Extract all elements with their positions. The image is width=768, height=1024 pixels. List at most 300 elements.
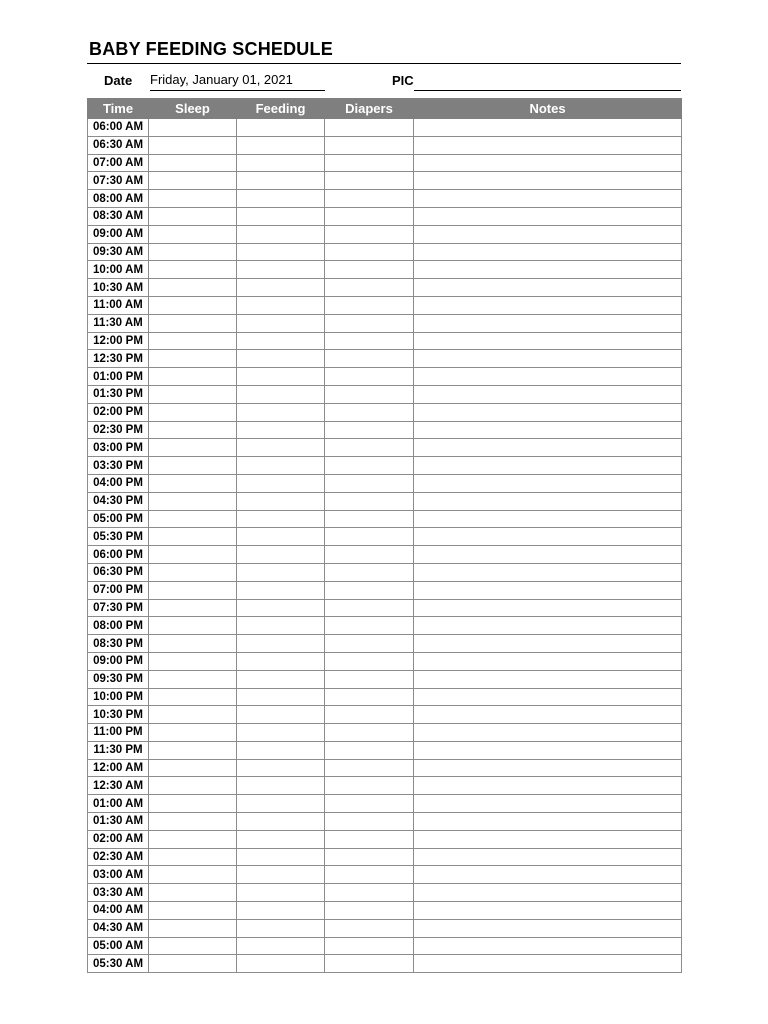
time-cell: 07:30 PM bbox=[88, 599, 149, 617]
table-row bbox=[88, 563, 682, 581]
pic-field[interactable] bbox=[414, 72, 681, 91]
feeding-cell[interactable] bbox=[237, 492, 325, 510]
time-cell: 03:00 AM bbox=[88, 866, 149, 884]
notes-cell[interactable] bbox=[414, 759, 682, 777]
sleep-cell[interactable] bbox=[149, 119, 237, 137]
time-cell: 09:00 PM bbox=[88, 652, 149, 670]
notes-cell[interactable] bbox=[414, 937, 682, 955]
table-row bbox=[88, 688, 682, 706]
table-row bbox=[88, 492, 682, 510]
feeding-cell[interactable] bbox=[237, 652, 325, 670]
table-row bbox=[88, 439, 682, 457]
feeding-cell[interactable] bbox=[237, 243, 325, 261]
sleep-cell[interactable] bbox=[149, 617, 237, 635]
time-cell: 08:30 AM bbox=[88, 207, 149, 225]
table-row bbox=[88, 119, 682, 137]
sleep-cell[interactable] bbox=[149, 492, 237, 510]
sleep-cell[interactable] bbox=[149, 563, 237, 581]
table-row bbox=[88, 617, 682, 635]
time-cell: 03:00 PM bbox=[88, 439, 149, 457]
time-cell: 01:00 AM bbox=[88, 795, 149, 813]
feeding-cell[interactable] bbox=[237, 474, 325, 492]
sleep-cell[interactable] bbox=[149, 902, 237, 920]
notes-cell[interactable] bbox=[414, 902, 682, 920]
time-cell: 02:00 PM bbox=[88, 403, 149, 421]
diapers-cell[interactable] bbox=[325, 207, 414, 225]
sleep-cell[interactable] bbox=[149, 510, 237, 528]
table-row bbox=[88, 510, 682, 528]
diapers-cell[interactable] bbox=[325, 902, 414, 920]
table-row bbox=[88, 919, 682, 937]
table-row bbox=[88, 706, 682, 724]
notes-cell[interactable] bbox=[414, 136, 682, 154]
feeding-cell[interactable] bbox=[237, 421, 325, 439]
feeding-cell[interactable] bbox=[237, 937, 325, 955]
feeding-cell[interactable] bbox=[237, 724, 325, 742]
feeding-cell[interactable] bbox=[237, 172, 325, 190]
notes-cell[interactable] bbox=[414, 279, 682, 297]
diapers-cell[interactable] bbox=[325, 439, 414, 457]
time-cell: 02:30 PM bbox=[88, 421, 149, 439]
notes-cell[interactable] bbox=[414, 314, 682, 332]
table-row bbox=[88, 581, 682, 599]
feeding-cell[interactable] bbox=[237, 207, 325, 225]
diapers-cell[interactable] bbox=[325, 510, 414, 528]
schedule-body bbox=[88, 119, 682, 973]
feeding-cell[interactable] bbox=[237, 190, 325, 208]
time-cell: 10:30 PM bbox=[88, 706, 149, 724]
schedule-table bbox=[87, 98, 682, 973]
diapers-cell[interactable] bbox=[325, 741, 414, 759]
sleep-cell[interactable] bbox=[149, 385, 237, 403]
notes-cell[interactable] bbox=[414, 119, 682, 137]
sleep-cell[interactable] bbox=[149, 190, 237, 208]
time-cell: 02:00 AM bbox=[88, 830, 149, 848]
notes-cell[interactable] bbox=[414, 350, 682, 368]
notes-cell[interactable] bbox=[414, 563, 682, 581]
time-cell: 11:30 PM bbox=[88, 741, 149, 759]
diapers-cell[interactable] bbox=[325, 563, 414, 581]
diapers-cell[interactable] bbox=[325, 617, 414, 635]
table-row bbox=[88, 830, 682, 848]
table-row bbox=[88, 457, 682, 475]
time-cell: 04:00 AM bbox=[88, 902, 149, 920]
diapers-cell[interactable] bbox=[325, 350, 414, 368]
sleep-cell[interactable] bbox=[149, 919, 237, 937]
time-cell: 08:00 AM bbox=[88, 190, 149, 208]
notes-cell[interactable] bbox=[414, 955, 682, 973]
table-row bbox=[88, 172, 682, 190]
time-cell: 06:00 AM bbox=[88, 119, 149, 137]
time-cell: 07:30 AM bbox=[88, 172, 149, 190]
sleep-cell[interactable] bbox=[149, 937, 237, 955]
table-row bbox=[88, 652, 682, 670]
table-row bbox=[88, 385, 682, 403]
sleep-cell[interactable] bbox=[149, 421, 237, 439]
feeding-cell[interactable] bbox=[237, 385, 325, 403]
feeding-cell[interactable] bbox=[237, 795, 325, 813]
diapers-cell[interactable] bbox=[325, 706, 414, 724]
feeding-cell[interactable] bbox=[237, 830, 325, 848]
title-divider bbox=[87, 63, 681, 64]
feeding-cell[interactable] bbox=[237, 581, 325, 599]
notes-cell[interactable] bbox=[414, 403, 682, 421]
sleep-cell[interactable] bbox=[149, 830, 237, 848]
notes-cell[interactable] bbox=[414, 154, 682, 172]
sleep-cell[interactable] bbox=[149, 795, 237, 813]
diapers-cell[interactable] bbox=[325, 724, 414, 742]
notes-cell[interactable] bbox=[414, 457, 682, 475]
sleep-cell[interactable] bbox=[149, 581, 237, 599]
notes-cell[interactable] bbox=[414, 385, 682, 403]
feeding-cell[interactable] bbox=[237, 813, 325, 831]
notes-cell[interactable] bbox=[414, 296, 682, 314]
feeding-cell[interactable] bbox=[237, 563, 325, 581]
diapers-cell[interactable] bbox=[325, 296, 414, 314]
table-row bbox=[88, 777, 682, 795]
notes-cell[interactable] bbox=[414, 581, 682, 599]
notes-cell[interactable] bbox=[414, 830, 682, 848]
notes-cell[interactable] bbox=[414, 546, 682, 564]
time-cell: 06:30 AM bbox=[88, 136, 149, 154]
diapers-cell[interactable] bbox=[325, 225, 414, 243]
notes-cell[interactable] bbox=[414, 724, 682, 742]
feeding-cell[interactable] bbox=[237, 439, 325, 457]
page-title: BABY FEEDING SCHEDULE bbox=[89, 39, 333, 59]
notes-cell[interactable] bbox=[414, 172, 682, 190]
notes-cell[interactable] bbox=[414, 261, 682, 279]
notes-cell[interactable] bbox=[414, 421, 682, 439]
table-row bbox=[88, 261, 682, 279]
diapers-cell[interactable] bbox=[325, 688, 414, 706]
table-row bbox=[88, 795, 682, 813]
time-cell: 07:00 AM bbox=[88, 154, 149, 172]
table-row bbox=[88, 296, 682, 314]
time-cell: 11:00 PM bbox=[88, 724, 149, 742]
diapers-cell[interactable] bbox=[325, 581, 414, 599]
diapers-cell[interactable] bbox=[325, 385, 414, 403]
feeding-cell[interactable] bbox=[237, 759, 325, 777]
sleep-cell[interactable] bbox=[149, 457, 237, 475]
diapers-cell[interactable] bbox=[325, 172, 414, 190]
sleep-cell[interactable] bbox=[149, 403, 237, 421]
feeding-cell[interactable] bbox=[237, 777, 325, 795]
feeding-cell[interactable] bbox=[237, 955, 325, 973]
pic-label: PIC bbox=[392, 73, 414, 88]
table-row bbox=[88, 635, 682, 653]
time-cell: 04:30 AM bbox=[88, 919, 149, 937]
sleep-cell[interactable] bbox=[149, 136, 237, 154]
time-cell: 03:30 PM bbox=[88, 457, 149, 475]
table-row bbox=[88, 368, 682, 386]
table-row bbox=[88, 937, 682, 955]
notes-cell[interactable] bbox=[414, 813, 682, 831]
sleep-cell[interactable] bbox=[149, 652, 237, 670]
diapers-cell[interactable] bbox=[325, 279, 414, 297]
sleep-cell[interactable] bbox=[149, 439, 237, 457]
table-row bbox=[88, 528, 682, 546]
time-cell: 12:30 PM bbox=[88, 350, 149, 368]
time-cell: 01:30 PM bbox=[88, 385, 149, 403]
time-cell: 12:00 AM bbox=[88, 759, 149, 777]
feeding-cell[interactable] bbox=[237, 332, 325, 350]
table-row bbox=[88, 243, 682, 261]
table-row bbox=[88, 190, 682, 208]
table-row bbox=[88, 724, 682, 742]
time-cell: 05:30 AM bbox=[88, 955, 149, 973]
diapers-cell[interactable] bbox=[325, 243, 414, 261]
notes-cell[interactable] bbox=[414, 688, 682, 706]
time-cell: 07:00 PM bbox=[88, 581, 149, 599]
sleep-cell[interactable] bbox=[149, 314, 237, 332]
time-cell: 02:30 AM bbox=[88, 848, 149, 866]
sleep-cell[interactable] bbox=[149, 279, 237, 297]
time-cell: 10:00 AM bbox=[88, 261, 149, 279]
sleep-cell[interactable] bbox=[149, 706, 237, 724]
feeding-cell[interactable] bbox=[237, 866, 325, 884]
sleep-cell[interactable] bbox=[149, 474, 237, 492]
time-cell: 05:30 PM bbox=[88, 528, 149, 546]
time-cell: 11:30 AM bbox=[88, 314, 149, 332]
sleep-cell[interactable] bbox=[149, 635, 237, 653]
notes-cell[interactable] bbox=[414, 599, 682, 617]
diapers-cell[interactable] bbox=[325, 830, 414, 848]
time-cell: 04:30 PM bbox=[88, 492, 149, 510]
column-header-feeding: Feeding bbox=[237, 99, 325, 119]
diapers-cell[interactable] bbox=[325, 314, 414, 332]
diapers-cell[interactable] bbox=[325, 136, 414, 154]
feeding-cell[interactable] bbox=[237, 635, 325, 653]
feeding-cell[interactable] bbox=[237, 741, 325, 759]
notes-cell[interactable] bbox=[414, 848, 682, 866]
time-cell: 06:00 PM bbox=[88, 546, 149, 564]
diapers-cell[interactable] bbox=[325, 492, 414, 510]
column-header-notes: Notes bbox=[414, 99, 682, 119]
feeding-cell[interactable] bbox=[237, 599, 325, 617]
feeding-cell[interactable] bbox=[237, 296, 325, 314]
feeding-cell[interactable] bbox=[237, 848, 325, 866]
time-cell: 01:30 AM bbox=[88, 813, 149, 831]
time-cell: 09:30 PM bbox=[88, 670, 149, 688]
sleep-cell[interactable] bbox=[149, 154, 237, 172]
sleep-cell[interactable] bbox=[149, 172, 237, 190]
feeding-cell[interactable] bbox=[237, 457, 325, 475]
table-row bbox=[88, 332, 682, 350]
diapers-cell[interactable] bbox=[325, 403, 414, 421]
diapers-cell[interactable] bbox=[325, 421, 414, 439]
notes-cell[interactable] bbox=[414, 706, 682, 724]
feeding-cell[interactable] bbox=[237, 119, 325, 137]
time-cell: 10:00 PM bbox=[88, 688, 149, 706]
feeding-cell[interactable] bbox=[237, 902, 325, 920]
feeding-cell[interactable] bbox=[237, 670, 325, 688]
diapers-cell[interactable] bbox=[325, 119, 414, 137]
time-cell: 12:00 PM bbox=[88, 332, 149, 350]
feeding-cell[interactable] bbox=[237, 225, 325, 243]
table-row bbox=[88, 741, 682, 759]
feeding-cell[interactable] bbox=[237, 510, 325, 528]
sleep-cell[interactable] bbox=[149, 207, 237, 225]
time-cell: 08:00 PM bbox=[88, 617, 149, 635]
table-row bbox=[88, 403, 682, 421]
notes-cell[interactable] bbox=[414, 510, 682, 528]
table-row bbox=[88, 421, 682, 439]
sleep-cell[interactable] bbox=[149, 599, 237, 617]
time-cell: 08:30 PM bbox=[88, 635, 149, 653]
table-row bbox=[88, 207, 682, 225]
diapers-cell[interactable] bbox=[325, 795, 414, 813]
time-cell: 01:00 PM bbox=[88, 368, 149, 386]
notes-cell[interactable] bbox=[414, 368, 682, 386]
diapers-cell[interactable] bbox=[325, 884, 414, 902]
table-row bbox=[88, 670, 682, 688]
sleep-cell[interactable] bbox=[149, 528, 237, 546]
notes-cell[interactable] bbox=[414, 617, 682, 635]
feeding-cell[interactable] bbox=[237, 314, 325, 332]
date-field[interactable]: Friday, January 01, 2021 bbox=[150, 72, 325, 91]
table-row bbox=[88, 314, 682, 332]
table-row bbox=[88, 474, 682, 492]
feeding-cell[interactable] bbox=[237, 154, 325, 172]
table-row bbox=[88, 848, 682, 866]
sleep-cell[interactable] bbox=[149, 759, 237, 777]
diapers-cell[interactable] bbox=[325, 635, 414, 653]
time-cell: 03:30 AM bbox=[88, 884, 149, 902]
sleep-cell[interactable] bbox=[149, 688, 237, 706]
diapers-cell[interactable] bbox=[325, 955, 414, 973]
notes-cell[interactable] bbox=[414, 670, 682, 688]
table-header-row bbox=[88, 99, 682, 119]
notes-cell[interactable] bbox=[414, 474, 682, 492]
table-row bbox=[88, 866, 682, 884]
sleep-cell[interactable] bbox=[149, 777, 237, 795]
time-cell: 11:00 AM bbox=[88, 296, 149, 314]
diapers-cell[interactable] bbox=[325, 813, 414, 831]
notes-cell[interactable] bbox=[414, 919, 682, 937]
column-header-sleep: Sleep bbox=[149, 99, 237, 119]
sleep-cell[interactable] bbox=[149, 955, 237, 973]
table-row bbox=[88, 279, 682, 297]
diapers-cell[interactable] bbox=[325, 474, 414, 492]
time-cell: 06:30 PM bbox=[88, 563, 149, 581]
sleep-cell[interactable] bbox=[149, 261, 237, 279]
notes-cell[interactable] bbox=[414, 439, 682, 457]
sleep-cell[interactable] bbox=[149, 724, 237, 742]
feeding-cell[interactable] bbox=[237, 403, 325, 421]
feeding-cell[interactable] bbox=[237, 706, 325, 724]
table-row bbox=[88, 759, 682, 777]
table-row bbox=[88, 350, 682, 368]
notes-cell[interactable] bbox=[414, 741, 682, 759]
time-cell: 10:30 AM bbox=[88, 279, 149, 297]
notes-cell[interactable] bbox=[414, 225, 682, 243]
sleep-cell[interactable] bbox=[149, 670, 237, 688]
notes-cell[interactable] bbox=[414, 207, 682, 225]
notes-cell[interactable] bbox=[414, 528, 682, 546]
notes-cell[interactable] bbox=[414, 635, 682, 653]
table-row bbox=[88, 546, 682, 564]
notes-cell[interactable] bbox=[414, 866, 682, 884]
column-header-time: Time bbox=[88, 99, 149, 119]
table-row bbox=[88, 136, 682, 154]
diapers-cell[interactable] bbox=[325, 777, 414, 795]
notes-cell[interactable] bbox=[414, 243, 682, 261]
sleep-cell[interactable] bbox=[149, 546, 237, 564]
diapers-cell[interactable] bbox=[325, 866, 414, 884]
diapers-cell[interactable] bbox=[325, 652, 414, 670]
feeding-cell[interactable] bbox=[237, 617, 325, 635]
notes-cell[interactable] bbox=[414, 492, 682, 510]
feeding-cell[interactable] bbox=[237, 919, 325, 937]
sleep-cell[interactable] bbox=[149, 296, 237, 314]
sleep-cell[interactable] bbox=[149, 813, 237, 831]
table-row bbox=[88, 955, 682, 973]
feeding-cell[interactable] bbox=[237, 688, 325, 706]
table-row bbox=[88, 902, 682, 920]
sleep-cell[interactable] bbox=[149, 243, 237, 261]
sleep-cell[interactable] bbox=[149, 884, 237, 902]
sleep-cell[interactable] bbox=[149, 350, 237, 368]
sleep-cell[interactable] bbox=[149, 332, 237, 350]
feeding-cell[interactable] bbox=[237, 368, 325, 386]
diapers-cell[interactable] bbox=[325, 937, 414, 955]
diapers-cell[interactable] bbox=[325, 599, 414, 617]
feeding-cell[interactable] bbox=[237, 884, 325, 902]
time-cell: 05:00 PM bbox=[88, 510, 149, 528]
feeding-cell[interactable] bbox=[237, 261, 325, 279]
diapers-cell[interactable] bbox=[325, 457, 414, 475]
time-cell: 09:00 AM bbox=[88, 225, 149, 243]
notes-cell[interactable] bbox=[414, 884, 682, 902]
feeding-cell[interactable] bbox=[237, 528, 325, 546]
time-cell: 05:00 AM bbox=[88, 937, 149, 955]
feeding-cell[interactable] bbox=[237, 279, 325, 297]
notes-cell[interactable] bbox=[414, 795, 682, 813]
diapers-cell[interactable] bbox=[325, 759, 414, 777]
diapers-cell[interactable] bbox=[325, 261, 414, 279]
diapers-cell[interactable] bbox=[325, 332, 414, 350]
time-cell: 12:30 AM bbox=[88, 777, 149, 795]
sleep-cell[interactable] bbox=[149, 848, 237, 866]
diapers-cell[interactable] bbox=[325, 190, 414, 208]
table-row bbox=[88, 154, 682, 172]
table-row bbox=[88, 599, 682, 617]
diapers-cell[interactable] bbox=[325, 546, 414, 564]
notes-cell[interactable] bbox=[414, 332, 682, 350]
diapers-cell[interactable] bbox=[325, 848, 414, 866]
feeding-cell[interactable] bbox=[237, 136, 325, 154]
sleep-cell[interactable] bbox=[149, 866, 237, 884]
feeding-cell[interactable] bbox=[237, 546, 325, 564]
feeding-cell[interactable] bbox=[237, 350, 325, 368]
sleep-cell[interactable] bbox=[149, 741, 237, 759]
time-cell: 04:00 PM bbox=[88, 474, 149, 492]
table-row bbox=[88, 884, 682, 902]
table-row bbox=[88, 225, 682, 243]
diapers-cell[interactable] bbox=[325, 919, 414, 937]
diapers-cell[interactable] bbox=[325, 528, 414, 546]
diapers-cell[interactable] bbox=[325, 368, 414, 386]
column-header-diapers: Diapers bbox=[325, 99, 414, 119]
diapers-cell[interactable] bbox=[325, 154, 414, 172]
sleep-cell[interactable] bbox=[149, 368, 237, 386]
time-cell: 09:30 AM bbox=[88, 243, 149, 261]
diapers-cell[interactable] bbox=[325, 670, 414, 688]
notes-cell[interactable] bbox=[414, 777, 682, 795]
notes-cell[interactable] bbox=[414, 190, 682, 208]
sleep-cell[interactable] bbox=[149, 225, 237, 243]
notes-cell[interactable] bbox=[414, 652, 682, 670]
